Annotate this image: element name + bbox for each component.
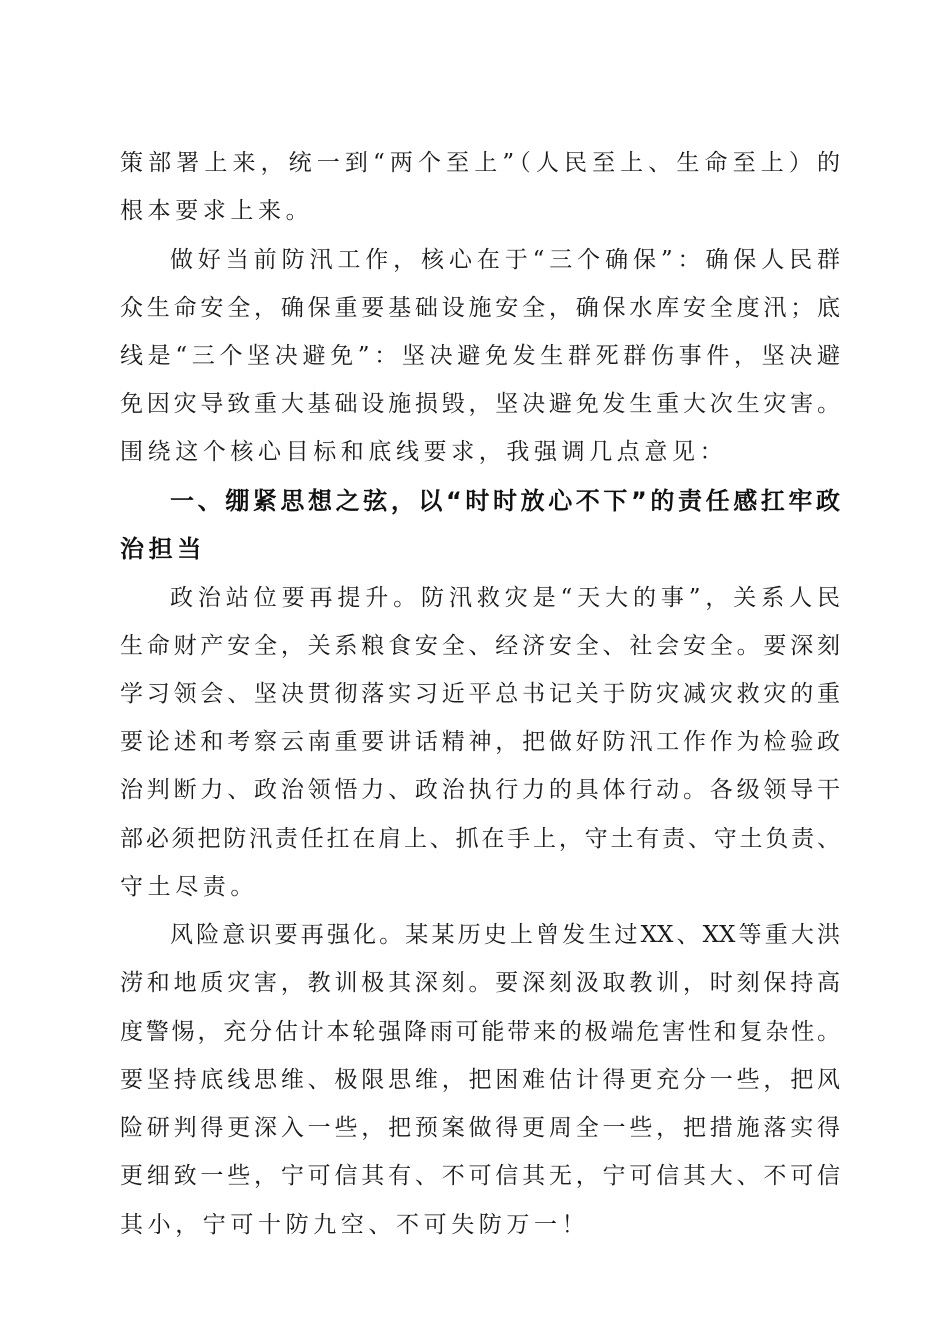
text-line: 根本要求上来。 (120, 198, 314, 224)
text-line: 学习领会、坚决贯彻落实习近平总书记关于防灾减灾救灾的重 (120, 681, 840, 707)
text-line: 生命财产安全，关系粮食安全、经济安全、社会安全。要深刻 (120, 633, 840, 659)
text-line: 要坚持底线思维、极限思维，把困难估计得更充分一些，把风 (120, 1067, 840, 1093)
text-line: 其小，宁可十防九空、不可失防万一！ (120, 1212, 590, 1238)
text-line: 围绕这个核心目标和底线要求，我强调几点意见： (120, 439, 728, 465)
text-line: 众生命安全，确保重要基础设施安全，确保水库安全度汛；底 (120, 295, 840, 321)
text-line: 风险意识要再强化。某某历史上曾发生过XX、XX等重大洪 (170, 922, 840, 948)
text-line: 策部署上来，统一到“两个至上”（人民至上、生命至上）的 (120, 150, 840, 176)
text-line: 度警惕，充分估计本轮强降雨可能带来的极端危害性和复杂性。 (120, 1019, 840, 1045)
text-line: 守土尽责。 (120, 874, 258, 900)
text-line: 部必须把防汛责任扛在肩上、抓在手上，守土有责、守土负责、 (120, 826, 840, 852)
section-heading: 一、绷紧思想之弦，以“时时放心不下”的责任感扛牢政 (170, 487, 840, 515)
text-line: 政治站位要再提升。防汛救灾是“天大的事”，关系人民 (170, 585, 840, 611)
text-line: 线是“三个坚决避免”：坚决避免发生群死群伤事件，坚决避 (120, 343, 840, 369)
text-line: 要论述和考察云南重要讲话精神，把做好防汛工作作为检验政 (120, 729, 840, 755)
section-heading: 治担当 (120, 535, 206, 563)
text-line: 做好当前防汛工作，核心在于“三个确保”：确保人民群 (170, 247, 840, 273)
text-line: 涝和地质灾害，教训极其深刻。要深刻汲取教训，时刻保持高 (120, 970, 840, 996)
text-line: 免因灾导致重大基础设施损毁，坚决避免发生重大次生灾害。 (120, 391, 840, 417)
text-line: 治判断力、政治领悟力、政治执行力的具体行动。各级领导干 (120, 777, 840, 803)
text-line: 更细致一些，宁可信其有、不可信其无，宁可信其大、不可信 (120, 1163, 840, 1189)
text-line: 险研判得更深入一些，把预案做得更周全一些，把措施落实得 (120, 1115, 840, 1141)
